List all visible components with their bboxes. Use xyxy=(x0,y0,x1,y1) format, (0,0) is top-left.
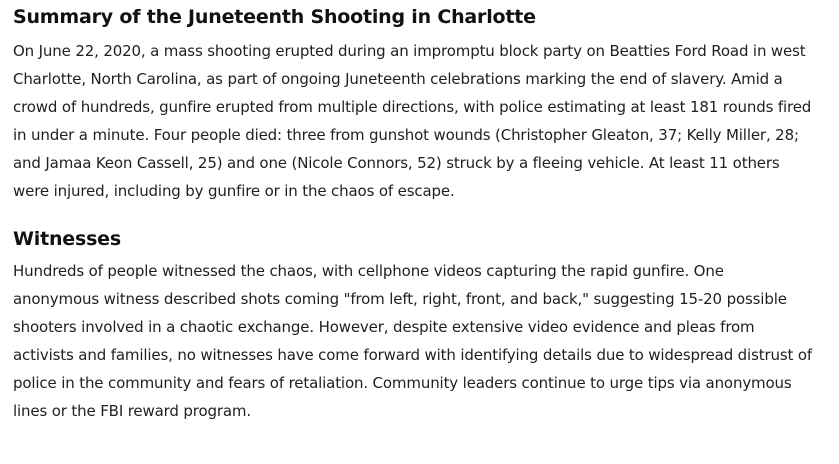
section-paragraph-summary: On June 22, 2020, a mass shooting erupted during an impromptu block party on Beatties Ford Road in west Charlotte, North Carolina, as part of ongoing Juneteenth celebrations marking the end of slavery. Amid a crowd of hundreds, gunfire erupted from multiple directions, with police estimating at least 181 rounds fired in under a minute. Four people died: three from gunshot wounds (Christopher Gleaton, 37; Kelly Miller, 28; and Jamaa Keon Cassell, 25) and one (Nicole Connors, 52) struck by a fleeing vehicle. At least 11 others were injured, including by gunfire or in the chaos of escape. xyxy=(13,42,812,200)
section-heading-summary: Summary of the Juneteenth Shooting in Charlotte xyxy=(13,6,536,28)
section-heading-witnesses: Witnesses xyxy=(13,228,121,250)
section-paragraph-witnesses: Hundreds of people witnessed the chaos, with cellphone videos capturing the rapid gunfire. One anonymous witness described shots coming "from left, right, front, and back," suggesting 15-20 possible shooters involved in a chaotic exchange. However, despite extensive video evidence and pleas from activists and families, no witnesses have come forward with identifying details due to widespread distrust of police in the community and fears of retaliation. Community leaders continue to urge tips via anonymous lines or the FBI reward program. xyxy=(13,262,813,420)
